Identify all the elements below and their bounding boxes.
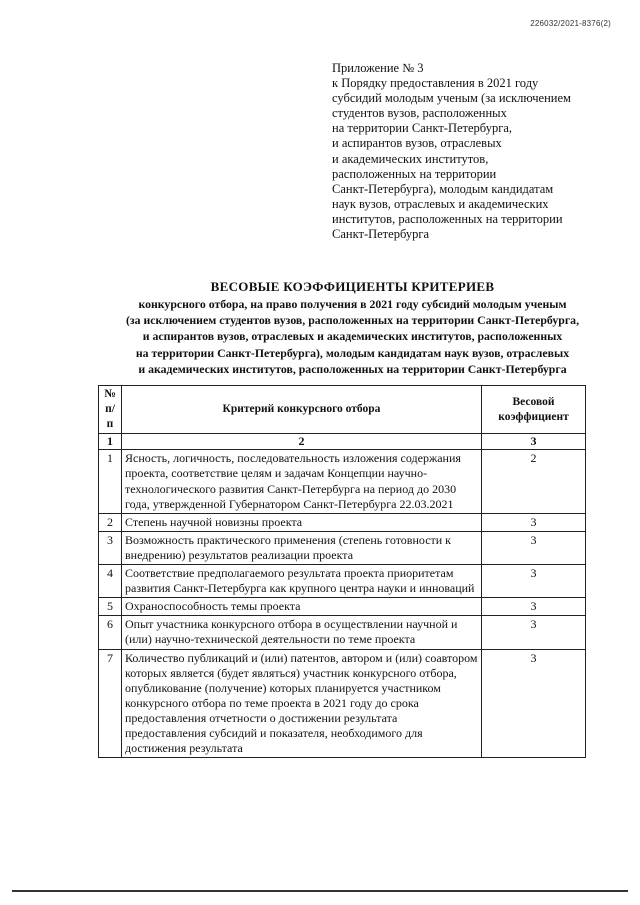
column-index-row <box>99 434 586 450</box>
appendix-line: расположенных на территории <box>332 166 497 181</box>
appendix-line: институтов, расположенных на территории <box>332 211 563 226</box>
row-criterion: Возможность практического применения (степень готовности к внедрению) результатов реализации проекта <box>122 531 482 564</box>
table-row <box>99 565 586 598</box>
table-row <box>99 616 586 649</box>
criteria-table <box>98 385 586 758</box>
title-subline: и аспирантов вузов, отраслевых и академических институтов, расположенных <box>142 329 563 344</box>
header-criterion: Критерий конкурсного отбора <box>122 386 482 434</box>
row-criterion: Опыт участника конкурсного отбора в осуществлении научной и (или) научно-технической деятельности по теме проекта <box>122 616 482 649</box>
index-cell: 2 <box>122 434 482 450</box>
row-weight: 3 <box>482 616 586 649</box>
appendix-line: Приложение № 3 <box>332 61 424 75</box>
appendix-line: к Порядку предоставления в 2021 году <box>332 76 539 91</box>
main-title: ВЕСОВЫЕ КОЭФФИЦИЕНТЫ КРИТЕРИЕВ <box>210 279 495 294</box>
row-criterion: Степень научной новизны проекта <box>122 513 482 531</box>
table-row <box>99 649 586 758</box>
table-header-row <box>99 386 586 434</box>
row-num: 6 <box>99 616 122 649</box>
appendix-header <box>332 61 632 242</box>
index-cell: 1 <box>99 434 122 450</box>
row-num: 7 <box>99 649 122 758</box>
table-row <box>99 598 586 616</box>
title-subline: и академических институтов, расположенных на территории Санкт-Петербурга <box>138 361 567 376</box>
row-num: 5 <box>99 598 122 616</box>
row-weight: 3 <box>482 598 586 616</box>
table-row <box>99 513 586 531</box>
document-id: 226032/2021-8376(2) <box>530 19 611 28</box>
appendix-line: Санкт-Петербурга), молодым кандидатам <box>332 181 554 196</box>
bottom-border-line <box>12 890 628 892</box>
row-weight: 3 <box>482 513 586 531</box>
title-subline: на территории Санкт-Петербурга), молодым кандидатам наук вузов, отраслевых <box>135 345 570 360</box>
appendix-line: на территории Санкт-Петербурга, <box>332 121 512 136</box>
appendix-line: и аспирантов вузов, отраслевых <box>332 136 502 151</box>
row-num: 2 <box>99 513 122 531</box>
row-weight: 2 <box>482 450 586 513</box>
row-criterion: Ясность, логичность, последовательность изложения содержания проекта, соответствие целям и задачам Концепции научно-технологического развития Санкт-Петербурга на период до 2030 года, утвержденной Губернатором Санкт-Петербурга 22.03.2021 <box>122 450 482 513</box>
row-criterion: Количество публикаций и (или) патентов, автором и (или) соавтором которых является (будет являться) участник конкурсного отбора, опубликование (получение) которых планируется участником конкурсного отбора по теме проекта в 2021 году до срока предоставления отчетности о достижении результата предоставления субсидий и показателя, необходимого для достижения результата <box>122 649 482 758</box>
row-weight: 3 <box>482 649 586 758</box>
table-row <box>99 450 586 513</box>
row-num: 1 <box>99 450 122 513</box>
header-num: № п/п <box>99 386 122 434</box>
header-weight: Весовой коэффициент <box>482 386 586 434</box>
appendix-line: Санкт-Петербурга <box>332 227 430 242</box>
appendix-line: и академических институтов, <box>332 151 489 166</box>
appendix-line: наук вузов, отраслевых и академических <box>332 196 549 211</box>
title-subline: конкурсного отбора, на право получения в 2021 году субсидий молодым ученым <box>138 297 567 311</box>
table-row <box>99 531 586 564</box>
row-criterion: Соответствие предполагаемого результата проекта приоритетам развития Санкт-Петербурга как крупного центра науки и инноваций <box>122 565 482 598</box>
index-cell: 3 <box>482 434 586 450</box>
row-num: 4 <box>99 565 122 598</box>
document-title <box>80 277 625 377</box>
row-weight: 3 <box>482 565 586 598</box>
title-subline: (за исключением студентов вузов, расположенных на территории Санкт-Петербурга, <box>125 313 580 328</box>
appendix-line: студентов вузов, расположенных <box>332 106 507 121</box>
appendix-line: субсидий молодым ученым (за исключением <box>332 91 571 106</box>
row-num: 3 <box>99 531 122 564</box>
row-weight: 3 <box>482 531 586 564</box>
row-criterion: Охраноспособность темы проекта <box>122 598 482 616</box>
